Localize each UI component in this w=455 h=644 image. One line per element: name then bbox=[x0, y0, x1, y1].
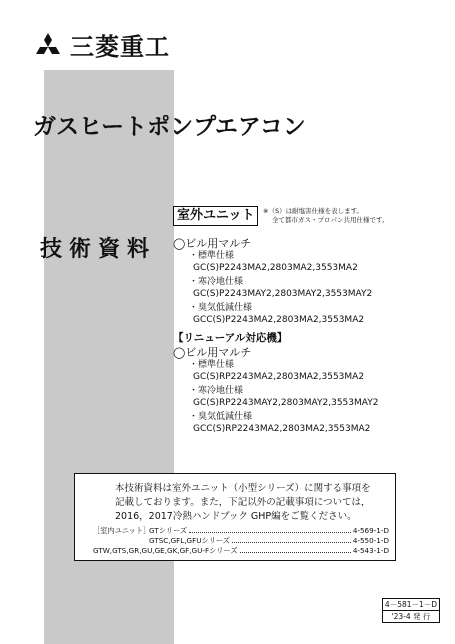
reference-row bbox=[93, 536, 389, 546]
spec-label: ・臭気低減仕様 bbox=[189, 303, 253, 313]
reference-prefix: ［室内ユニット］ bbox=[93, 526, 151, 535]
spec-models: GCC(S)P2243MA2,2803MA2,3553MA2 bbox=[193, 315, 365, 325]
reference-name: GTW,GTS,GR,GU,GE,GK,GF,GU-Fシリーズ bbox=[93, 546, 238, 555]
renewal-label: 【リニューアル対応機】 bbox=[173, 332, 288, 344]
document-code-box bbox=[382, 598, 440, 623]
spec-label: ・臭気低減仕様 bbox=[189, 412, 253, 422]
reference-number: 4-550-1-D bbox=[352, 536, 389, 545]
spec-models: GCC(S)RP2243MA2,2803MA2,3553MA2 bbox=[193, 424, 371, 434]
reference-number: 4-543-1-D bbox=[352, 546, 389, 555]
issue-date: '23-4 発 行 bbox=[391, 612, 431, 621]
spec-models: GC(S)RP2243MA2,2803MA2,3553MA2 bbox=[193, 372, 365, 382]
reference-name: GTシリーズ bbox=[149, 526, 188, 535]
brand-name: 三菱重工 bbox=[70, 33, 170, 61]
technical-data-heading: 技術資料 bbox=[40, 237, 157, 262]
document-code: 4－581－1－D bbox=[384, 600, 438, 609]
spec-notes bbox=[263, 207, 388, 224]
spec-label: ・標準仕様 bbox=[189, 251, 235, 261]
spec-label: ・標準仕様 bbox=[189, 360, 235, 370]
info-box bbox=[74, 473, 396, 561]
leader-dots bbox=[240, 546, 351, 553]
info-line: 記載しております。また，下記以外の記載事項については， bbox=[115, 497, 371, 508]
outdoor-unit-label: 室外ユニット bbox=[173, 206, 258, 226]
reference-prefix bbox=[93, 536, 149, 546]
reference-row bbox=[93, 546, 389, 556]
spec-label: ・寒冷地仕様 bbox=[189, 386, 244, 396]
document-title: ガスヒートポンプエアコン bbox=[33, 114, 306, 140]
info-line: 2016，2017冷熱ハンドブック GHP編をご覧ください。 bbox=[115, 511, 357, 522]
series-list bbox=[173, 236, 443, 438]
three-diamonds-icon bbox=[32, 33, 64, 61]
spec-models: GC(S)P2243MA2,2803MA2,3553MA2 bbox=[193, 263, 358, 273]
info-line: 本技術資料は室外ユニット（小型シリーズ）に関する事項を bbox=[115, 483, 371, 494]
series-heading: ◯ビル用マルチ bbox=[173, 346, 252, 359]
reference-row bbox=[93, 526, 389, 536]
brand-logo bbox=[32, 33, 170, 61]
note-line: ※（S）は耐塩害仕様を表します。 bbox=[263, 207, 364, 215]
series-heading: ◯ビル用マルチ bbox=[173, 237, 252, 250]
leader-dots bbox=[232, 536, 351, 543]
leader-dots bbox=[189, 526, 351, 533]
info-text bbox=[115, 482, 371, 524]
spec-models: GC(S)P2243MAY2,2803MAY2,3553MAY2 bbox=[193, 289, 373, 299]
spec-label: ・寒冷地仕様 bbox=[189, 277, 244, 287]
reference-name: GTSC,GFL,GFUシリーズ bbox=[149, 536, 230, 545]
spec-models: GC(S)RP2243MAY2,2803MAY2,3553MAY2 bbox=[193, 398, 379, 408]
reference-number: 4-569-1-D bbox=[352, 526, 389, 535]
note-line: 全て都市ガス・プロパン共用仕様です。 bbox=[272, 215, 389, 224]
